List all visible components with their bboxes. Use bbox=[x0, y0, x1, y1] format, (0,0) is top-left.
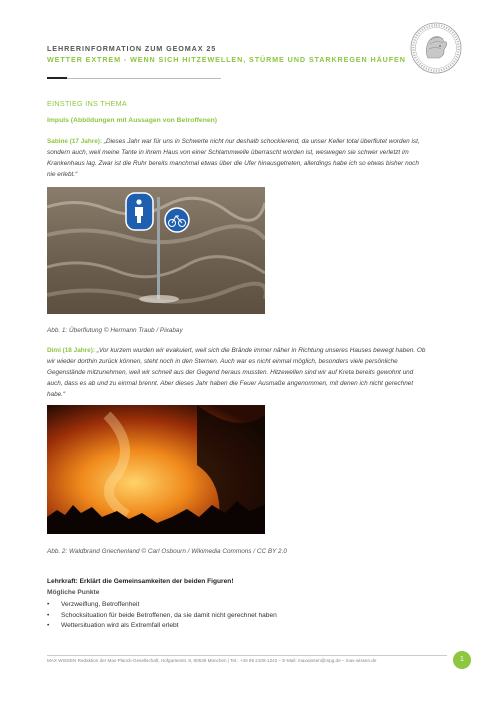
points-label: Mögliche Punkte bbox=[47, 589, 100, 596]
list-item: • Verzweiflung, Betroffenheit bbox=[47, 600, 277, 611]
quote-speaker: Dimi (18 Jahre): bbox=[47, 347, 95, 354]
teacher-task: Lehrkraft: Erklärt die Gemeinsamkeiten der beiden Figuren! bbox=[47, 578, 234, 585]
minerva-seal-logo bbox=[410, 22, 462, 74]
footer-text: MAX WISSEN Redaktion der Max-Planck-Gesellschaft, Hofgartenstr. 8, 80539 München | Tel.: +49 89 2108-1242 – E-Mail: maxwissen@mpg.de – max-wissen.de bbox=[47, 658, 377, 663]
section-title: EINSTIEG INS THEMA bbox=[47, 99, 127, 108]
quote-speaker: Sabine (17 Jahre): bbox=[47, 138, 103, 145]
bullet-icon: • bbox=[47, 622, 50, 630]
header-subtitle: WETTER EXTREM - WENN SICH HITZEWELLEN, STÜRME UND STARKREGEN HÄUFEN bbox=[47, 55, 406, 64]
flood-photo bbox=[47, 187, 265, 314]
wildfire-photo bbox=[47, 405, 265, 534]
header-title: LEHRERINFORMATION ZUM GEOMAX 25 bbox=[47, 44, 217, 53]
list-item: • Schocksituation für beide Betroffenen, da sie damit nicht gerechnet haben bbox=[47, 611, 277, 622]
list-item: • Wettersituation wird als Extremfall erlebt bbox=[47, 621, 277, 632]
quote-dimi bbox=[47, 346, 427, 401]
header-rule bbox=[67, 78, 221, 79]
figure2-caption: Abb. 2: Waldbrand Griechenland © Carl Osbourn / Wikimedia Commons / CC BY 2.0 bbox=[47, 548, 287, 555]
bullet-icon: • bbox=[47, 601, 50, 608]
points-list bbox=[47, 600, 277, 632]
quote-text: „Vor kurzem wurden wir evakuiert, weil sich die Brände immer näher in Richtung unseres Hauses bewegt haben. Ob wir wieder dorthin zurück können, steht noch in den Sternen. Auch war es nicht einmal möglich, besonders viele persönliche Gegenstände mitzunehmen, weil wir schnell aus der Gegend heraus mussten. Hitzewellen sind wir auf Kreta bereits gewohnt und auch, dass es ab und zu einmal brennt. Aber dieses Jahr haben die Feuer Ausmaße angenommen, mit denen ich nicht gerechnet habe.“ bbox=[47, 347, 426, 398]
figure1-caption: Abb. 1: Überflutung © Hermann Traub / Pixabay bbox=[47, 327, 183, 334]
quote-sabine bbox=[47, 137, 427, 181]
header-rule-accent bbox=[47, 77, 67, 79]
footer-rule bbox=[47, 655, 447, 656]
quote-text: „Dieses Jahr war für uns in Schwerte nicht nur deshalb schockierend, da unser Keller total überflutet worden ist, sondern auch, weil meine Tante in ihrem Haus von einer Schlammwelle überrascht worden ist, weswegen sie schwer verletzt im Krankenhaus lag. Zwar ist die Ruhr bereits manchmal etwas über die Ufer hinausgetreten, allerdings habe ich so etwas bisher noch nie erlebt.“ bbox=[47, 138, 420, 178]
bullet-icon: • bbox=[47, 611, 50, 619]
subheading: Impuls (Abbildungen mit Aussagen von Betroffenen) bbox=[47, 117, 218, 124]
page-number: 1 bbox=[453, 651, 471, 669]
